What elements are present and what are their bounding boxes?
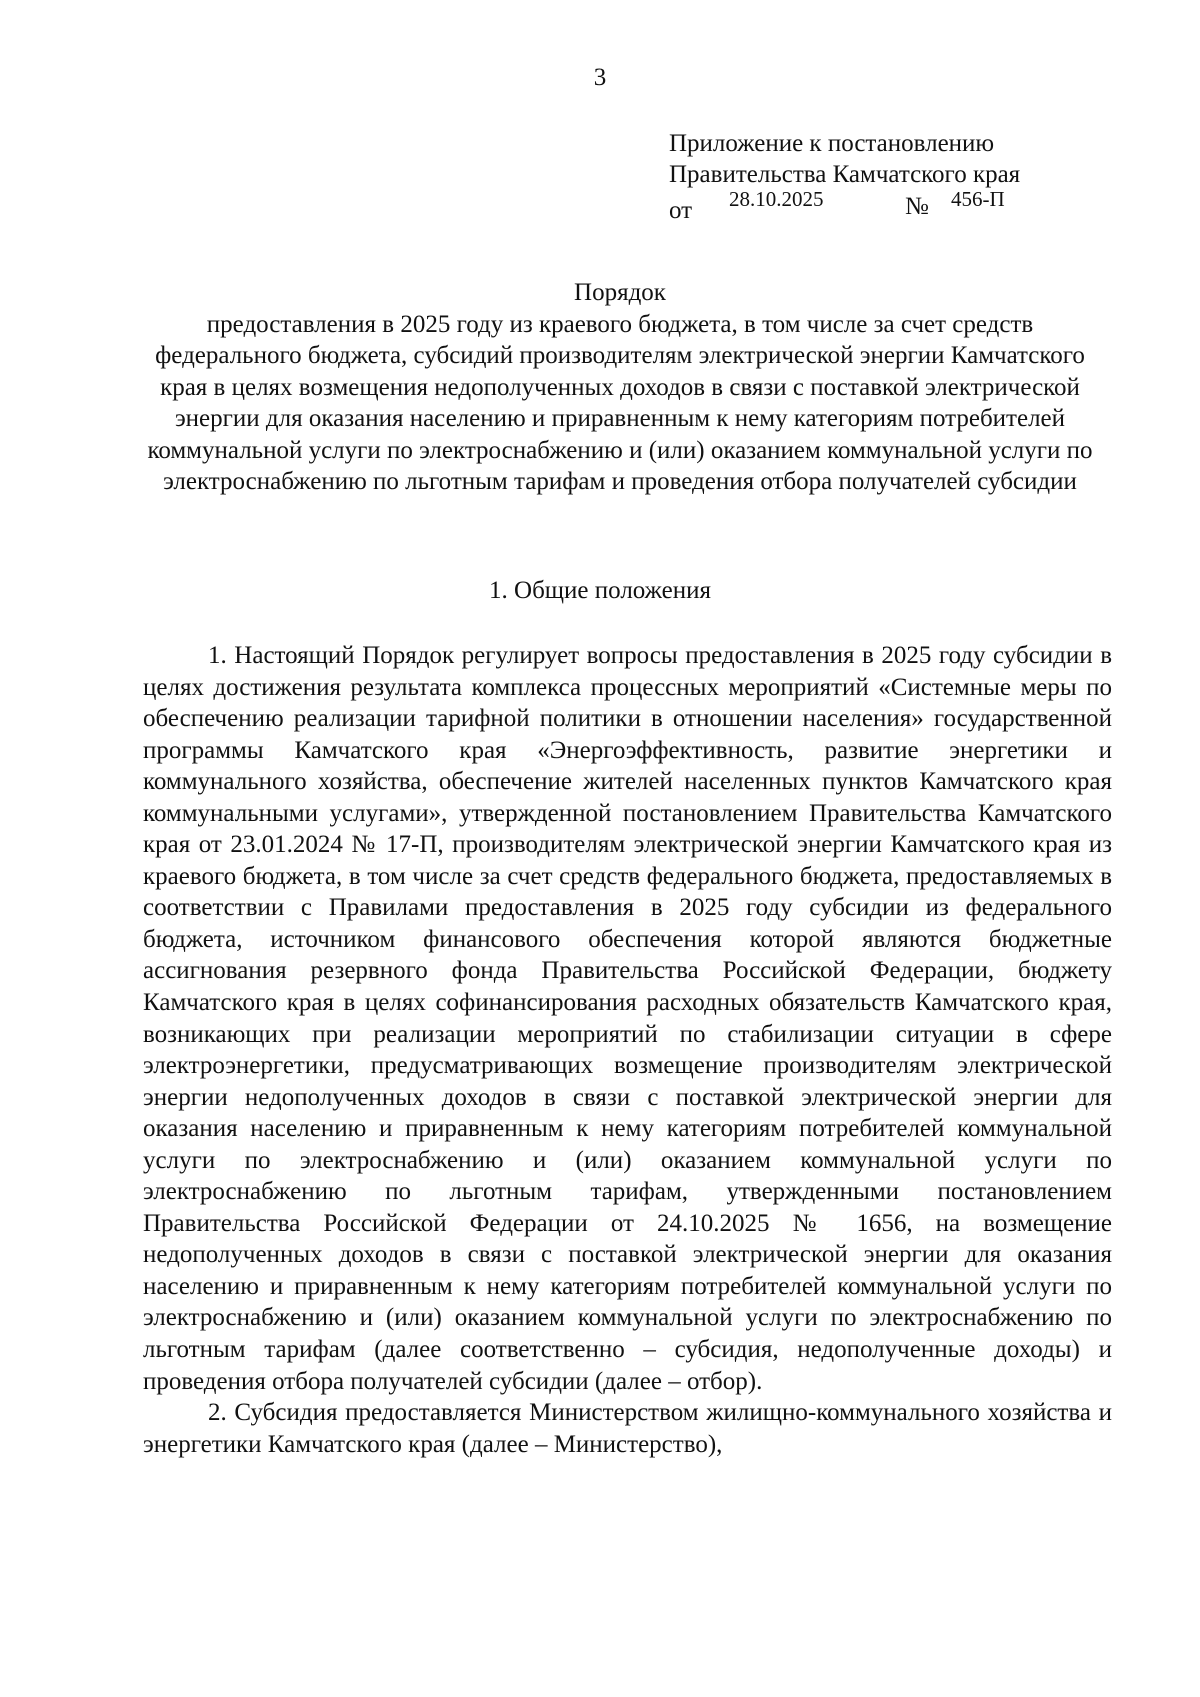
appendix-header xyxy=(669,128,1021,224)
number-sign: № xyxy=(905,193,929,220)
page-number: 3 xyxy=(593,64,607,91)
appendix-date-row xyxy=(669,187,1020,224)
resolution-number: 456-П xyxy=(951,187,1005,211)
appendix-line-1: Приложение к постановлению xyxy=(669,130,995,157)
appendix-line-2: Правительства Камчатского края xyxy=(669,161,1021,188)
paragraph-2: 2. Субсидия предоставляется Министерством жилищно-коммунального хозяйства и энергетики Камчатского края (далее – Министерство), xyxy=(143,1399,1112,1458)
resolution-date: 28.10.2025 xyxy=(729,187,824,211)
from-label: от xyxy=(669,197,693,224)
title-heading: Порядок xyxy=(574,279,666,306)
paragraph-1: 1. Настоящий Порядок регулирует вопросы предоставления в 2025 году субсидии в целях достижения результата комплекса процессных мероприятий «Системные меры по обеспечению реализации тарифной политики в отношении населения» государственной программы Камчатского края «Энергоэффективность, развитие энергетики и коммунального хозяйства, обеспечение жителей населенных пунктов Камчатского края коммунальными услугами», утвержденной постановлением Правительства Камчатского края от 23.01.2024 № 17-П, производителям электрической энергии Камчатского края из краевого бюджета, в том числе за счет средств федерального бюджета, предоставляемых в соответствии с Правилами предоставления в 2025 году субсидии из федерального бюджета, источником финансового обеспечения которой являются бюджетные ассигнования резервного фонда Правительства Российской Федерации, бюджету Камчатского края в целях софинансирования расходных обязательств Камчатского края, возникающих при реализации мероприятий по стабилизации ситуации в сфере электроэнергетики, предусматривающих возмещение производителям электрической энергии недополученных доходов в связи с поставкой электрической энергии для оказания населению и приравненным к нему категориям потребителей коммунальной услуги по электроснабжению и (или) оказанием коммунальной услуги по электроснабжению по льготным тарифам, утвержденными постановлением Правительства Российской Федерации от 24.10.2025 № 1656, на возмещение недополученных доходов в связи с поставкой электрической энергии для оказания населению и приравненным к нему категориям потребителей коммунальной услуги по электроснабжению и (или) оказанием коммунальной услуги по электроснабжению по льготным тарифам (далее соответственно – субсидия, недополученные доходы) и проведения отбора получателей субсидии (далее – отбор). xyxy=(143,642,1112,1395)
document-body xyxy=(143,640,1112,1460)
title-description: предоставления в 2025 году из краевого бюджета, в том числе за счет средств федерального бюджета, субсидий производителям электрической энергии Камчатского края в целях возмещения недополученных доходов в связи с поставкой электрической энергии для оказания населению и приравненным к нему категориям потребителей коммунальной услуги по электроснабжению и (или) оказанием коммунальной услуги по электроснабжению по льготным тарифам и проведения отбора получателей субсидии xyxy=(147,310,1093,495)
section-heading: 1. Общие положения xyxy=(489,577,711,604)
document-title xyxy=(140,277,1100,498)
